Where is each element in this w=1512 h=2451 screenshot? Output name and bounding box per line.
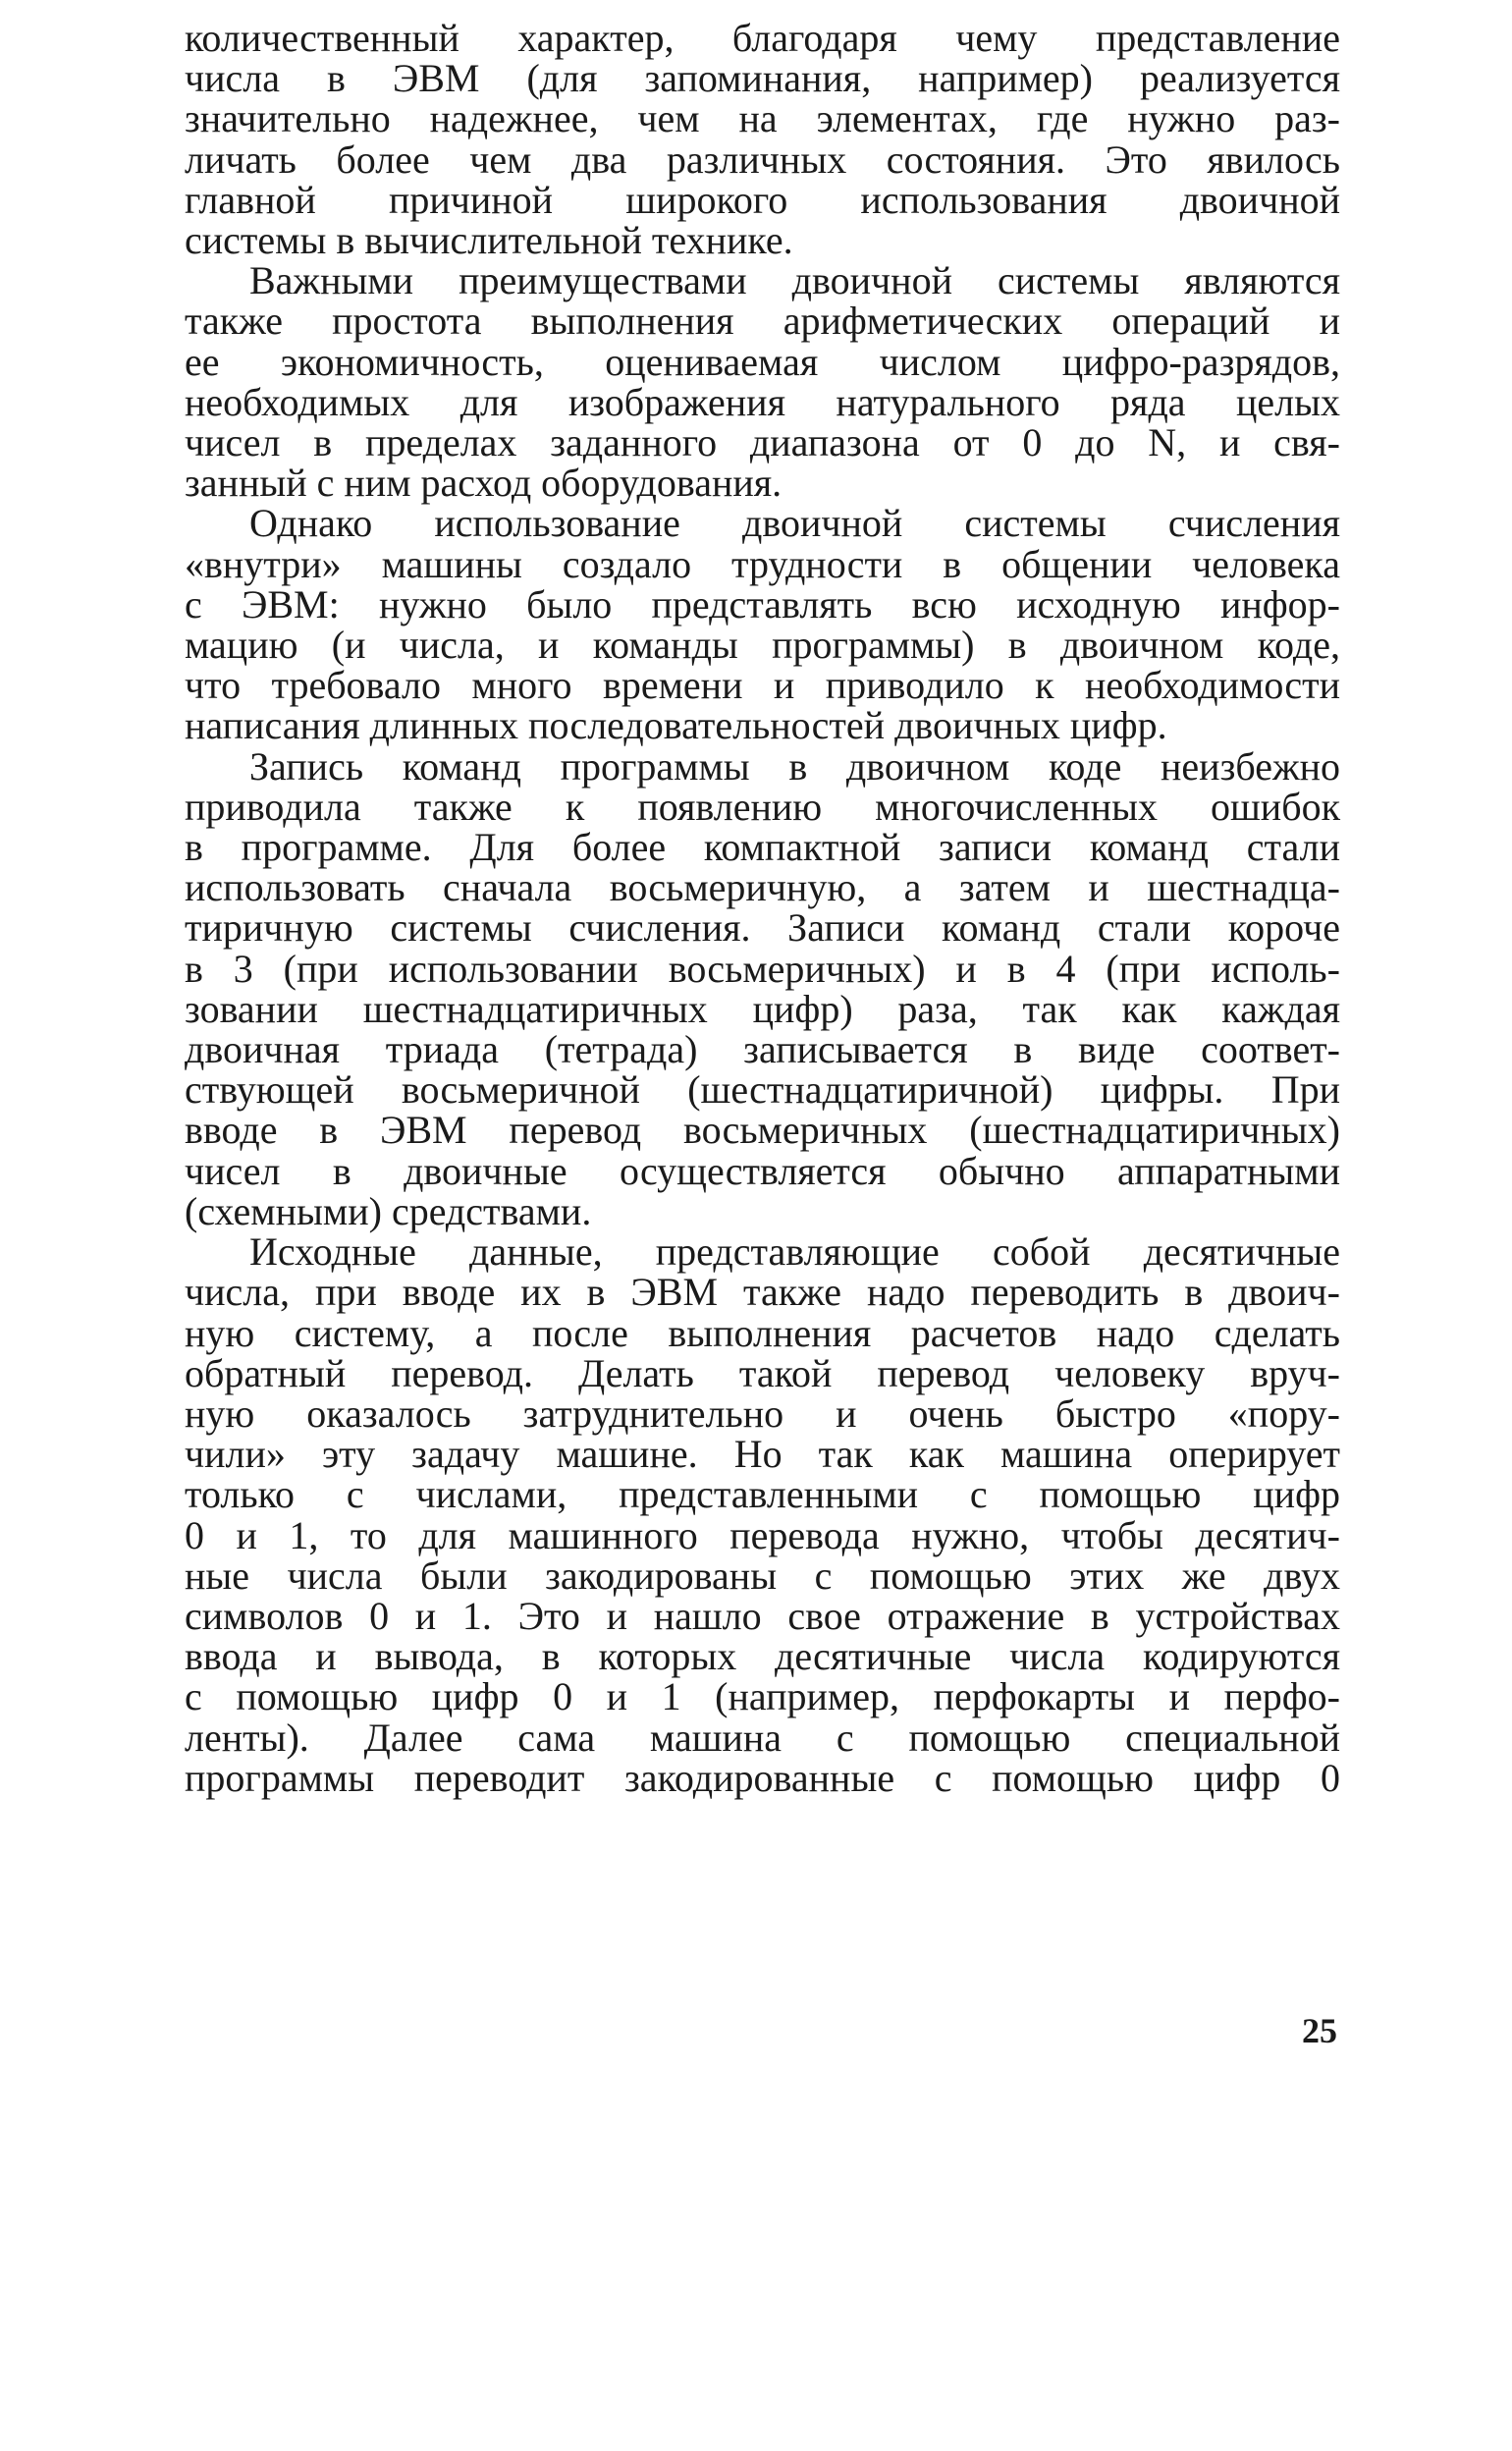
- text-line: также простота выполнения арифметических операций и: [185, 299, 1340, 344]
- text-line: в 3 (при использовании восьмеричных) и в 4 (при исполь-: [185, 946, 1340, 991]
- text-line: необходимых для изображения натурального ряда целых: [185, 379, 1340, 424]
- text-line: ную систему, а после выполнения расчетов надо сделать: [185, 1310, 1340, 1355]
- text-line: (схемными) средствами.: [185, 1188, 592, 1233]
- paragraph: [185, 258, 1340, 506]
- paragraph: [185, 1231, 1340, 1798]
- text-line: вводе в ЭВМ перевод восьмеричных (шестнадцатиричных): [185, 1108, 1340, 1153]
- text-line: ствующей восьмеричной (шестнадцатиричной) цифры. При: [185, 1067, 1340, 1113]
- paragraph: [185, 743, 1340, 1233]
- text-line: 0 и 1, то для машинного перевода нужно, чтобы десятич-: [185, 1512, 1340, 1557]
- text-line: Важными преимуществами двоичной системы являются: [249, 258, 1340, 303]
- text-line: Исходные данные, представляющие собой десятичные: [249, 1229, 1340, 1275]
- text-line: ее экономичность, оцениваемая числом цифро-разрядов,: [185, 339, 1340, 384]
- text-line: с ЭВМ: нужно было представлять всю исходную инфор-: [185, 581, 1340, 626]
- text-line: количественный характер, благодаря чему представление: [185, 16, 1340, 60]
- text-line: мацию (и числа, и команды программы) в двоичном коде,: [185, 623, 1340, 668]
- text-line: ные числа были закодированы с помощью этих же двух: [185, 1552, 1340, 1598]
- text-line: символов 0 и 1. Это и нашло свое отражение в устройствах: [185, 1593, 1340, 1638]
- text-line: зовании шестнадцатиричных цифр) раза, так как каждая: [185, 986, 1340, 1031]
- body-text: [185, 18, 1340, 1798]
- text-line: ленты). Далее сама машина с помощью специальной: [185, 1715, 1340, 1760]
- text-line: чили» эту задачу машине. Но так как машина оперирует: [185, 1432, 1340, 1477]
- page-number: 25: [1302, 2011, 1337, 2050]
- text-line: тиричную системы счисления. Записи команд стали короче: [185, 905, 1340, 951]
- text-line: Однако использование двоичной системы счисления: [249, 501, 1340, 546]
- text-line: чисел в пределах заданного диапазона от 0 до N, и свя-: [185, 420, 1340, 465]
- text-line: ную оказалось затруднительно и очень быстро «пору-: [185, 1390, 1340, 1436]
- text-line: в программе. Для более компактной записи команд стали: [185, 825, 1340, 870]
- text-line: с помощью цифр 0 и 1 (например, перфокарты и перфо-: [185, 1674, 1340, 1719]
- text-line: числа, при вводе их в ЭВМ также надо переводить в двоич-: [185, 1270, 1340, 1315]
- text-line: программы переводит закодированные с помощью цифр 0: [185, 1755, 1340, 1800]
- text-line: приводила также к появлению многочисленных ошибок: [185, 784, 1340, 829]
- paragraph: [185, 501, 1340, 748]
- text-line: занный с ним расход оборудования.: [185, 461, 783, 506]
- paragraph: [185, 16, 1340, 263]
- text-line: системы в вычислительной технике.: [185, 218, 793, 263]
- text-line: только с числами, представленными с помощью цифр: [185, 1472, 1340, 1517]
- text-line: «внутри» машины создало трудности в общении человека: [185, 541, 1340, 586]
- text-line: числа в ЭВМ (для запоминания, например) реализуется: [185, 56, 1340, 101]
- text-line: личать более чем два различных состояния. Это явилось: [185, 136, 1340, 182]
- text-line: написания длинных последовательностей двоичных цифр.: [185, 703, 1167, 748]
- text-line: главной причиной широкого использования двоичной: [185, 177, 1340, 222]
- text-line: Запись команд программы в двоичном коде неизбежно: [249, 743, 1340, 789]
- text-line: ввода и вывода, в которых десятичные числа кодируются: [185, 1634, 1340, 1679]
- text-line: чисел в двоичные осуществляется обычно аппаратными: [185, 1148, 1340, 1193]
- text-line: использовать сначала восьмеричную, а затем и шестнадца-: [185, 865, 1340, 910]
- text-line: что требовало много времени и приводило к необходимости: [185, 663, 1340, 708]
- text-line: обратный перевод. Делать такой перевод человеку вруч-: [185, 1350, 1340, 1395]
- text-line: значительно надежнее, чем на элементах, где нужно раз-: [185, 96, 1340, 141]
- text-line: двоичная триада (тетрада) записывается в виде соответ-: [185, 1027, 1340, 1072]
